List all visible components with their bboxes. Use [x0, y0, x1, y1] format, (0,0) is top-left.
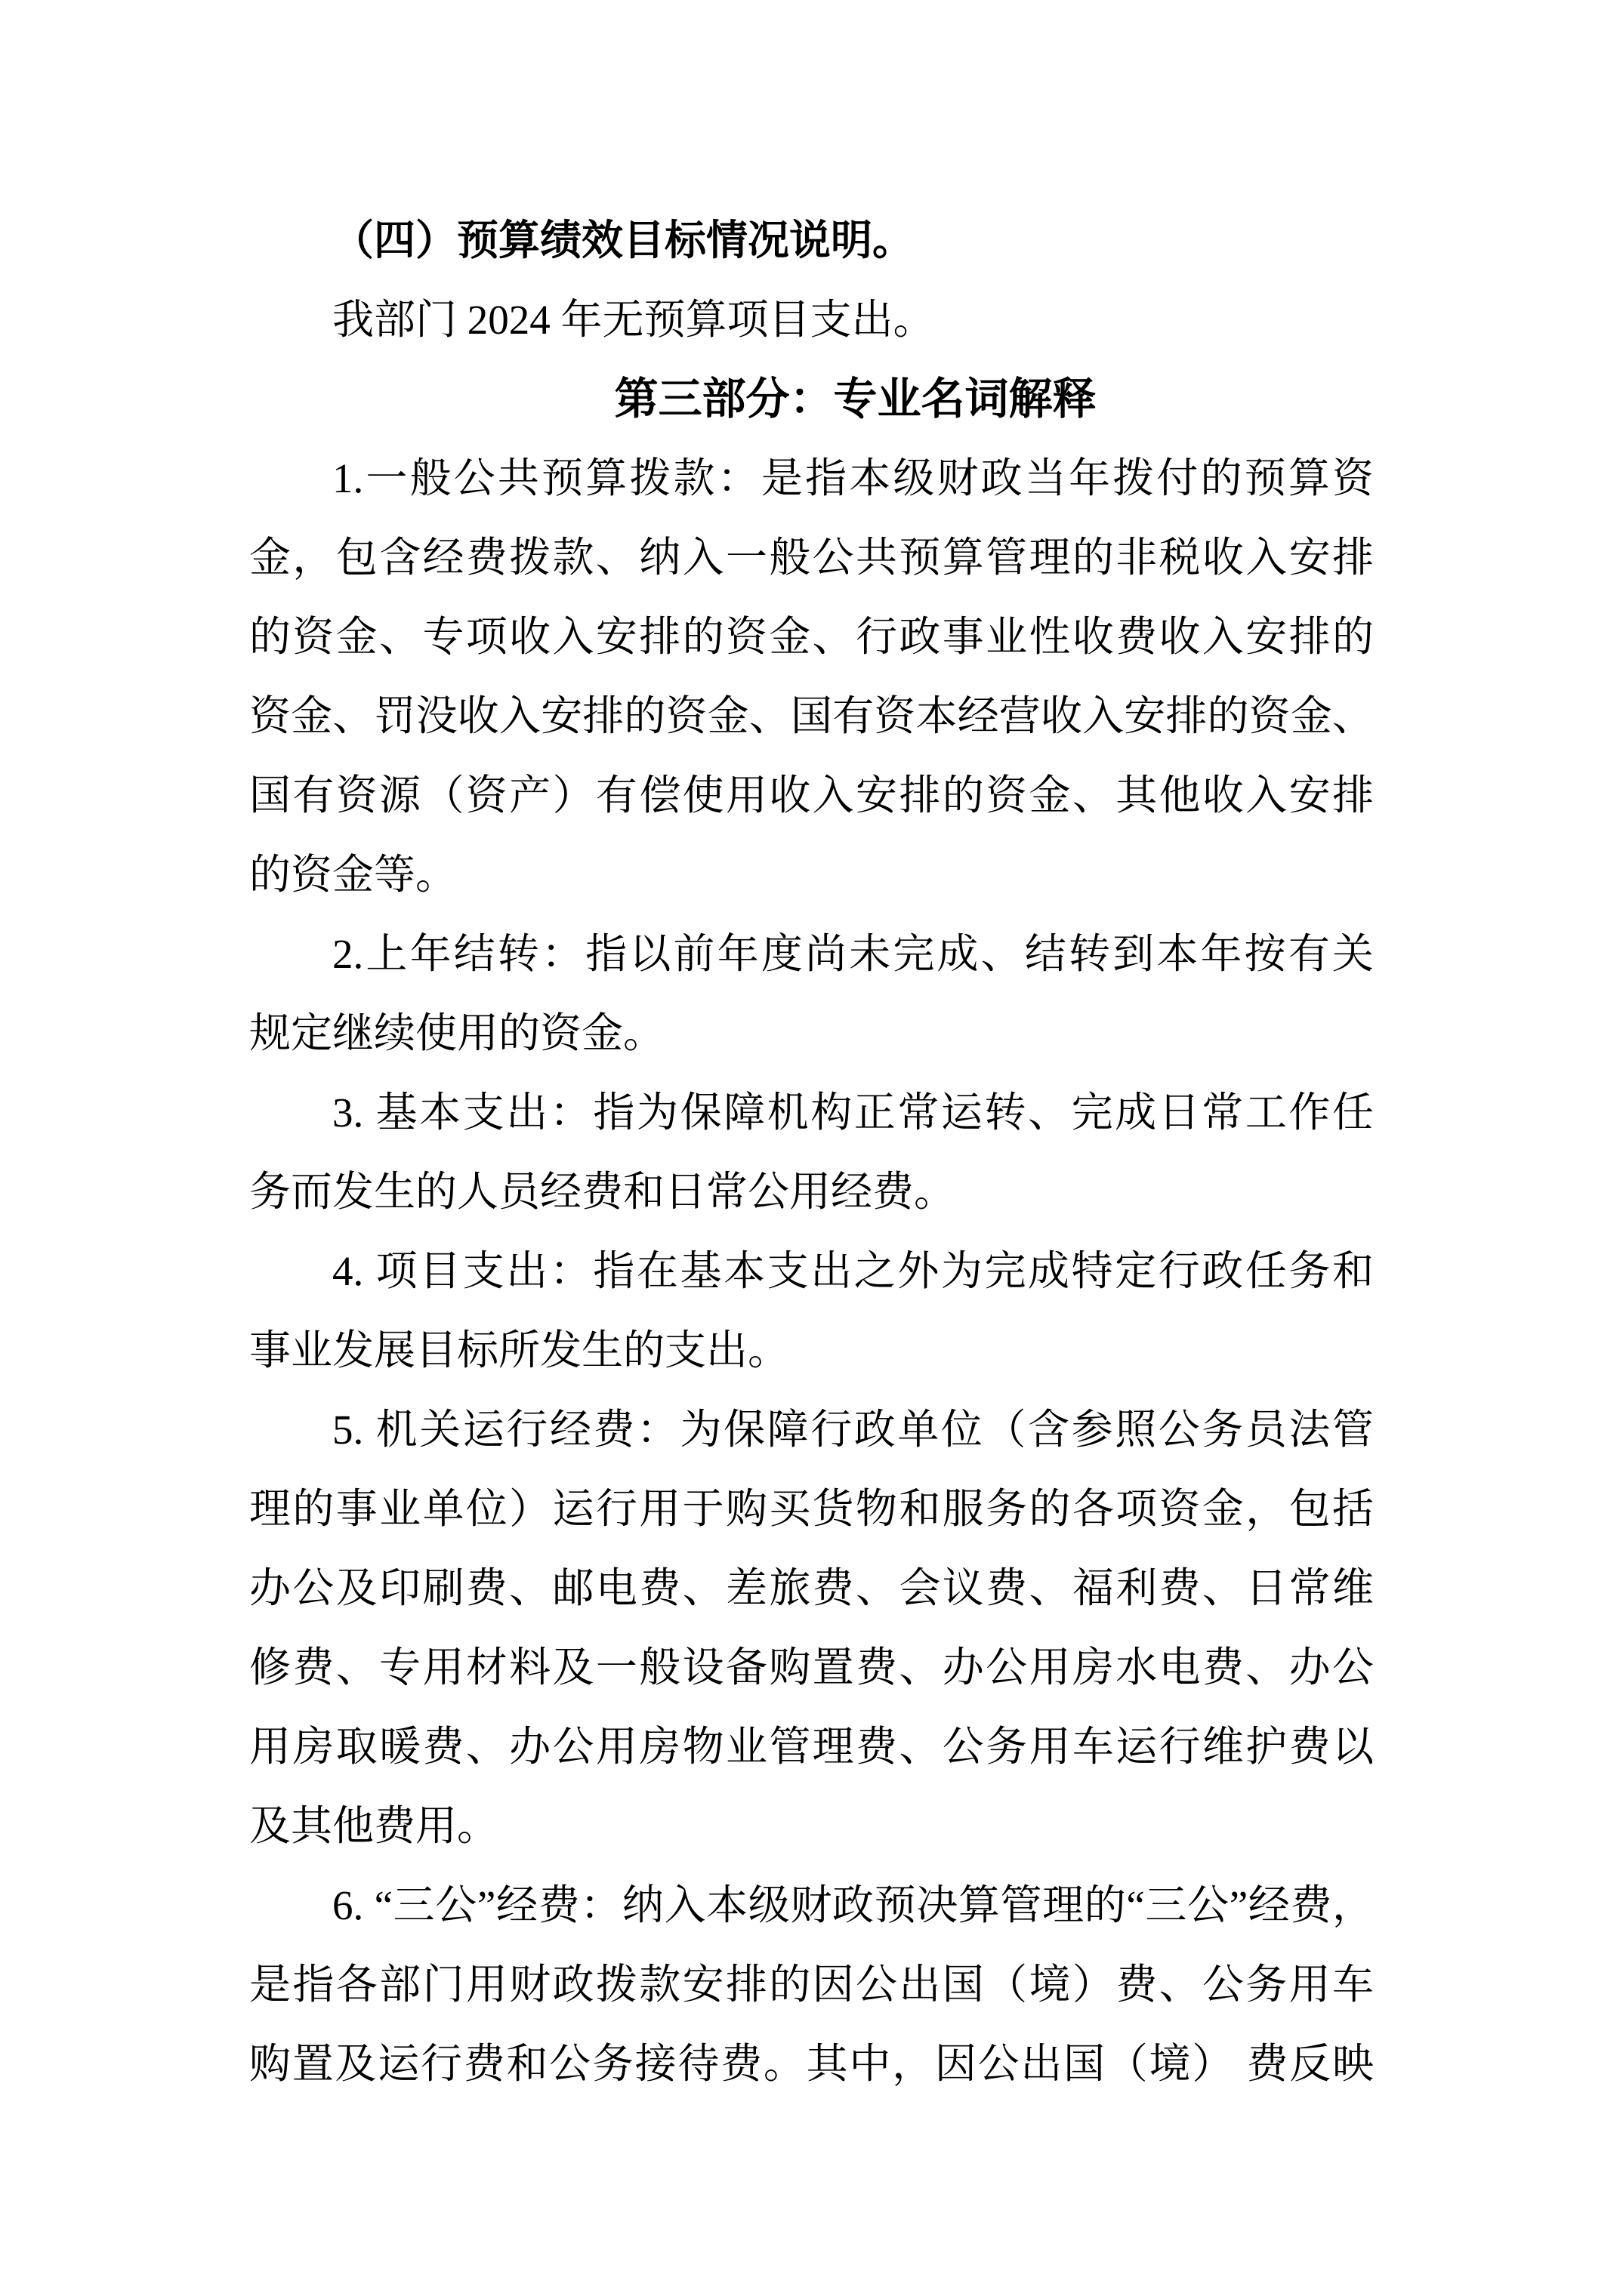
definitions-list [249, 439, 1374, 2103]
text-line: 的资金、专项收入安排的资金、行政事业性收费收入安排的 [249, 614, 1374, 660]
text-line: 用房取暖费、办公用房物业管理费、公务用车运行维护费以 [249, 1724, 1374, 1770]
definition-paragraph [249, 1231, 1374, 1390]
text-line: 理的事业单位）运行用于购买货物和服务的各项资金，包括 [249, 1486, 1374, 1532]
text-line: 1.一般公共预算拨款：是指本级财政当年拨付的预算资 [332, 455, 1374, 501]
text-line: 的资金等。 [249, 852, 458, 898]
text-line: 资金、罚没收入安排的资金、国有资本经营收入安排的资金、 [249, 693, 1374, 739]
text-line: 2.上年结转：指以前年度尚未完成、结转到本年按有关 [332, 931, 1374, 977]
definition-paragraph [249, 914, 1374, 1073]
text-line: 修费、专用材料及一般设备购置费、办公用房水电费、办公 [249, 1644, 1374, 1690]
text-line: 及其他费用。 [249, 1803, 499, 1849]
text-line: 规定继续使用的资金。 [249, 1010, 665, 1056]
definition-paragraph [249, 1866, 1374, 2103]
section-heading: （四）预算绩效目标情况说明。 [332, 217, 915, 264]
text-line: 事业发展目标所发生的支出。 [249, 1327, 790, 1373]
text-line: 3. 基本支出：指为保障机构正常运转、完成日常工作任 [332, 1089, 1374, 1136]
text-line: 金，包含经费拨款、纳入一般公共预算管理的非税收入安排 [249, 535, 1374, 581]
text-line: 4. 项目支出：指在基本支出之外为完成特定行政任务和 [332, 1248, 1374, 1294]
text-line: 6. “三公”经费：纳入本级财政预决算管理的“三公”经费， [332, 1882, 1374, 1928]
text-line: 5. 机关运行经费：为保障行政单位（含参照公务员法管 [332, 1407, 1374, 1453]
text-line: 购置及运行费和公务接待费。其中，因公出国（境） 费反映 [249, 2041, 1374, 2087]
definition-paragraph [249, 1073, 1374, 1231]
text-line: 是指各部门用财政拨款安排的因公出国（境）费、公务用车 [249, 1962, 1374, 2008]
document-content [249, 201, 1374, 2103]
part-heading: 第三部分：专业名词解释 [614, 374, 1097, 424]
text-line: 办公及印刷费、邮电费、差旅费、会议费、福利费、日常维 [249, 1565, 1374, 1611]
intro-paragraph: 我部门 2024 年无预算项目支出。 [332, 297, 935, 343]
definition-paragraph [249, 1390, 1374, 1866]
text-line: 国有资源（资产）有偿使用收入安排的资金、其他收入安排 [249, 772, 1374, 818]
definition-paragraph [249, 439, 1374, 914]
text-line: 务而发生的人员经费和日常公用经费。 [249, 1169, 956, 1215]
